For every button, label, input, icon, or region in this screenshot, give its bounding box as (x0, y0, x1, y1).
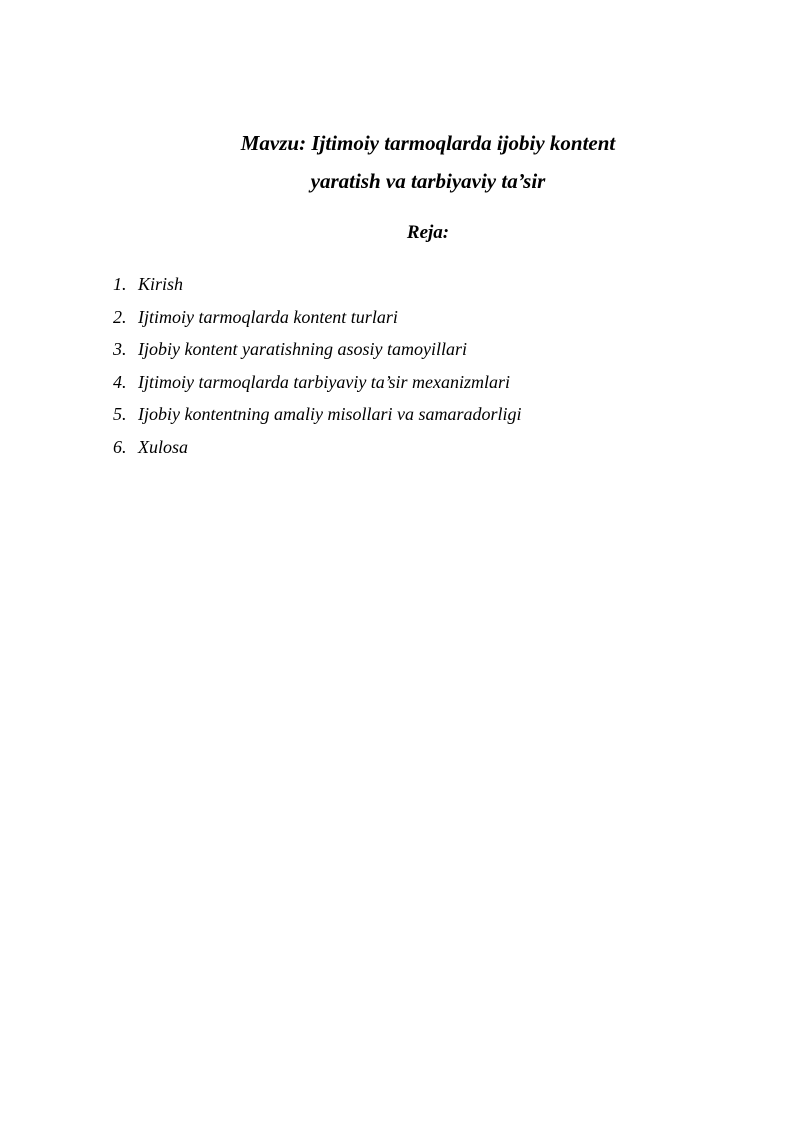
plan-list (113, 268, 521, 463)
plan-item-number: 5. (113, 404, 127, 424)
document-title (0, 124, 800, 200)
plan-item (113, 398, 521, 431)
plan-heading: Reja: (406, 222, 450, 243)
plan-item-text: Kirish (138, 274, 184, 294)
plan-item-number: 4. (113, 371, 127, 392)
plan-item (113, 301, 521, 334)
plan-item (113, 268, 521, 301)
title-line-2: yaratish va tarbiyaviy ta’sir (310, 169, 546, 193)
plan-item-number: 6. (113, 436, 127, 457)
plan-item (113, 333, 521, 366)
plan-item-text: Ijobiy kontentning amaliy misollari va samaradorligi (138, 404, 522, 424)
plan-item-text: Ijtimoiy tarmoqlarda tarbiyaviy ta’sir mexanizmlari (138, 371, 510, 392)
plan-item-text: Ijtimoiy tarmoqlarda kontent turlari (138, 306, 398, 327)
title-line-1: Mavzu: Ijtimoiy tarmoqlarda ijobiy kontent (240, 131, 616, 155)
plan-item-number: 1. (113, 274, 127, 294)
plan-item-text: Xulosa (138, 436, 189, 457)
plan-item (113, 431, 521, 464)
plan-item-text: Ijobiy kontent yaratishning asosiy tamoyillari (138, 339, 467, 359)
plan-item-number: 2. (113, 306, 127, 327)
plan-item (113, 366, 521, 399)
plan-item-number: 3. (113, 339, 127, 359)
